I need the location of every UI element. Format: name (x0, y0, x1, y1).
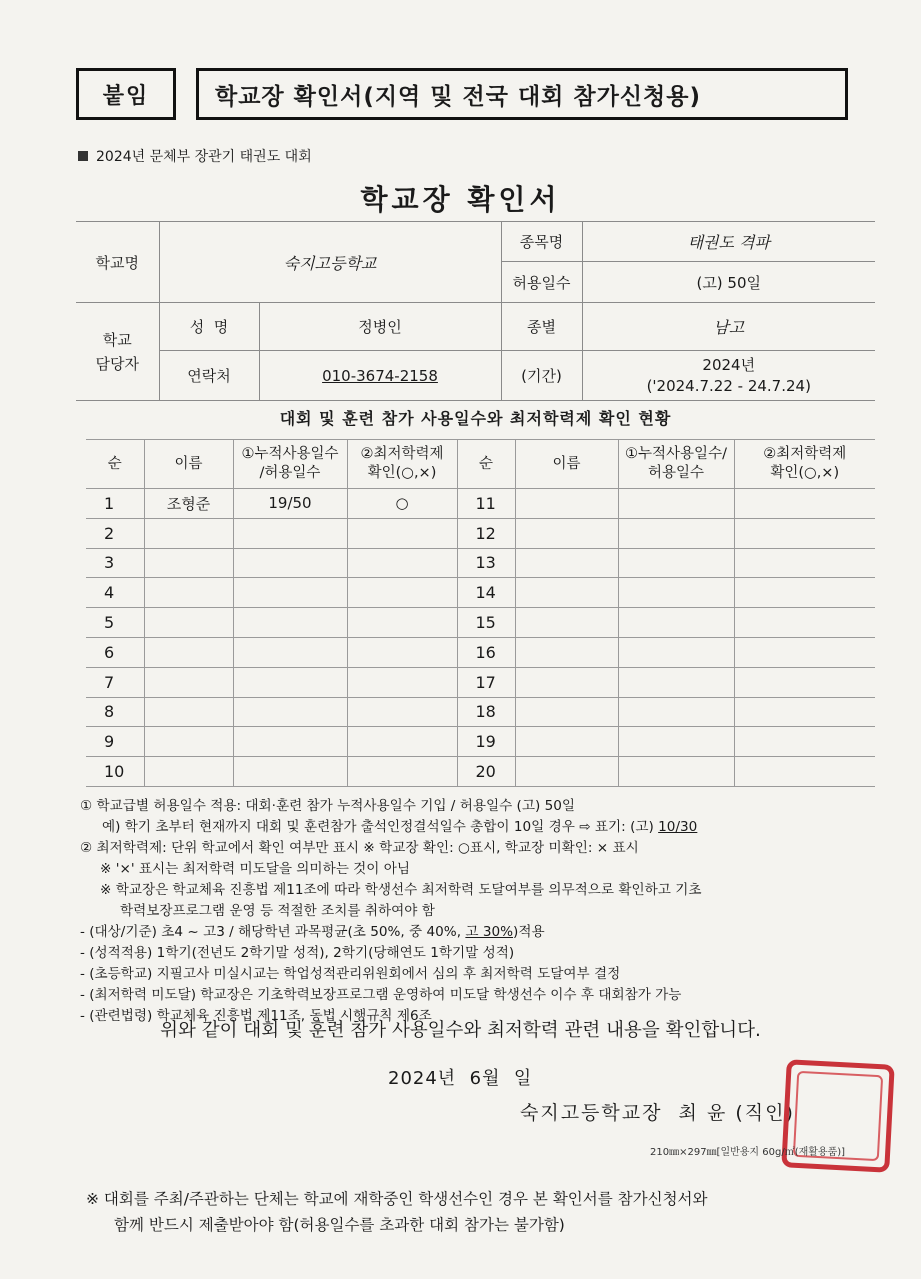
row-check-right (734, 757, 875, 787)
row-days-right (618, 518, 734, 548)
main-title: 학교장 확인서 (360, 183, 561, 216)
table-row (86, 578, 875, 608)
header-name-right: 이름 (515, 440, 618, 489)
row-check-right (734, 578, 875, 608)
period-year: 2024년 (702, 355, 756, 374)
detail-1-end: )적용 (513, 924, 545, 940)
row-name-right (515, 727, 618, 757)
header-no-right: 순 (457, 440, 515, 489)
row-days (233, 637, 347, 667)
row-check (347, 727, 457, 757)
notes (80, 796, 880, 1027)
header-check-right-line-1: ②최저학력제 (763, 446, 847, 463)
row-no: 5 (86, 608, 144, 638)
row-check-right (734, 727, 875, 757)
row-no: 2 (86, 518, 144, 548)
name-value: 정병인 (259, 303, 501, 351)
header-check-line-2: 확인(○,×) (367, 465, 437, 481)
row-check (347, 757, 457, 787)
document-title: 학교장 확인서(지역 및 전국 대회 참가신청용) (196, 68, 848, 120)
row-no-right: 15 (457, 608, 515, 638)
row-check (347, 548, 457, 578)
table-row (86, 667, 875, 697)
row-no-right: 18 (457, 697, 515, 727)
note-1-example-value: 10/30 (658, 819, 698, 835)
row-check-right (734, 637, 875, 667)
table-header-row (86, 440, 875, 489)
table-title: 대회 및 훈련 참가 사용일수와 최저학력제 확인 현황 (279, 409, 672, 428)
table-row (86, 518, 875, 548)
note-2: ② 최저학력제: 단위 학교에서 확인 여부만 표시 ※ 학교장 확인: ○표시, 학교장 미확인: × 표시 (80, 840, 639, 856)
row-check (347, 667, 457, 697)
row-no: 7 (86, 667, 144, 697)
footnote-line-2: 함께 반드시 제출받아야 함(허용일수를 초과한 대회 참가는 불가함) (114, 1216, 565, 1234)
detail-1 (80, 922, 880, 943)
row-name (144, 578, 233, 608)
manager-label (76, 303, 159, 401)
note-1-example (80, 817, 880, 838)
row-no-right: 17 (457, 667, 515, 697)
table-row (86, 757, 875, 787)
row-check-right (734, 518, 875, 548)
row-no: 6 (86, 637, 144, 667)
row-no: 9 (86, 727, 144, 757)
allowed-days-label: 허용일수 (501, 262, 582, 303)
detail-1-text: - (대상/기준) 초4 ~ 고3 / 해당학년 과목평균(초 50%, 중 40%, (80, 924, 466, 940)
row-days-right (618, 608, 734, 638)
note-2-b-line-2: 학력보장프로그램 운영 등 적절한 조치를 취하여야 함 (120, 903, 435, 919)
table-row (86, 637, 875, 667)
row-no-right: 11 (457, 489, 515, 519)
row-name (144, 518, 233, 548)
detail-3: - (초등학교) 지필고사 미실시교는 학업성적관리위원회에서 심의 후 최저학력 도달여부 결정 (80, 966, 621, 982)
row-check-right (734, 489, 875, 519)
table-row (86, 548, 875, 578)
row-check-right (734, 667, 875, 697)
row-no: 1 (86, 489, 144, 519)
row-days (233, 608, 347, 638)
header-check-right (734, 440, 875, 489)
table-row (86, 727, 875, 757)
row-days-right (618, 548, 734, 578)
manager-label-line-1: 학교 (102, 330, 132, 349)
participation-table (86, 439, 875, 787)
contact-label: 연락처 (159, 351, 259, 401)
detail-4: - (최저학력 미도달) 학교장은 기초학력보장프로그램 운영하여 미도달 학생선수 이수 후 대회참가 가능 (80, 987, 682, 1003)
footnote (86, 1186, 886, 1238)
row-days (233, 727, 347, 757)
row-no-right: 12 (457, 518, 515, 548)
row-name-right (515, 697, 618, 727)
note-2-b-line-1: ※ 학교장은 학교체육 진흥법 제11조에 따라 학생선수 최저학력 도달여부를 의무적으로 확인하고 기초 (100, 882, 702, 898)
row-no: 3 (86, 548, 144, 578)
table-row (86, 697, 875, 727)
date-line: 2024년 6월 일 (388, 1068, 533, 1089)
row-name (144, 697, 233, 727)
header-days-line-2: /허용일수 (259, 465, 321, 481)
row-name-right (515, 637, 618, 667)
row-days-right (618, 757, 734, 787)
row-no: 8 (86, 697, 144, 727)
row-check (347, 608, 457, 638)
school-label: 학교명 (76, 222, 159, 303)
row-days-right (618, 697, 734, 727)
row-no-right: 19 (457, 727, 515, 757)
row-days: 19/50 (233, 489, 347, 519)
paper-spec: 210㎜×297㎜[일반용지 60g/㎡(재활용품)] (650, 1147, 846, 1158)
row-check-right (734, 608, 875, 638)
event-line (78, 146, 312, 166)
row-name-right (515, 548, 618, 578)
row-check-right (734, 697, 875, 727)
name-label: 성 명 (159, 303, 259, 351)
header-check-line-1: ②최저학력제 (360, 446, 444, 463)
header-days (233, 440, 347, 489)
note-1: ① 학교급별 허용일수 적용: 대회·훈련 참가 누적사용일수 기입 / 허용일수 (고) 50일 (80, 798, 576, 814)
header-no: 순 (86, 440, 144, 489)
info-table (76, 221, 875, 401)
header-days-right-line-1: ①누적사용일수/ (625, 446, 727, 463)
row-name (144, 757, 233, 787)
event-label: 종목명 (501, 222, 582, 262)
table-row (86, 608, 875, 638)
header-check-right-line-2: 확인(○,×) (770, 465, 840, 481)
row-days-right (618, 489, 734, 519)
confirm-statement: 위와 같이 대회 및 훈련 참가 사용일수와 최저학력 관련 내용을 확인합니다. (160, 1020, 761, 1041)
row-days (233, 757, 347, 787)
event-line-text: 2024년 문체부 장관기 태권도 대회 (96, 149, 312, 165)
row-no: 10 (86, 757, 144, 787)
row-name (144, 727, 233, 757)
row-days (233, 548, 347, 578)
square-bullet-icon (78, 151, 88, 161)
row-check (347, 637, 457, 667)
row-days (233, 697, 347, 727)
row-days-right (618, 667, 734, 697)
note-1-example-text: 예) 학기 초부터 현재까지 대회 및 훈련참가 출석인정결석일수 총합이 10일 경우 ⇨ 표기: (고) (102, 819, 659, 835)
row-name: 조형준 (144, 489, 233, 519)
detail-2: - (성적적용) 1학기(전년도 2학기말 성적), 2학기(당해연도 1학기말 성적) (80, 945, 515, 961)
row-no-right: 16 (457, 637, 515, 667)
event-value: 태권도 격파 (582, 222, 875, 262)
row-days-right (618, 578, 734, 608)
row-name-right (515, 757, 618, 787)
row-check (347, 697, 457, 727)
row-name (144, 548, 233, 578)
row-days (233, 667, 347, 697)
row-name-right (515, 518, 618, 548)
row-days-right (618, 637, 734, 667)
school-value: 숙지고등학교 (159, 222, 501, 303)
row-no: 4 (86, 578, 144, 608)
row-no-right: 14 (457, 578, 515, 608)
row-check-right (734, 548, 875, 578)
row-no-right: 13 (457, 548, 515, 578)
footnote-line-1: ※ 대회를 주최/주관하는 단체는 학교에 재학중인 학생선수인 경우 본 확인서를 참가신청서와 (86, 1190, 708, 1208)
contact-cell (259, 351, 501, 401)
period-range: ('2024.7.22 - 24.7.24) (646, 376, 811, 395)
header-days-line-1: ①누적사용일수 (241, 446, 339, 463)
row-name-right (515, 667, 618, 697)
row-no-right: 20 (457, 757, 515, 787)
row-name-right (515, 489, 618, 519)
row-check (347, 578, 457, 608)
detail-5: - (관련법령) 학교체육 진흥법 제11조, 동법 시행규칙 제6조 (80, 1008, 432, 1024)
allowed-days-value: (고) 50일 (582, 262, 875, 303)
row-name (144, 667, 233, 697)
attachment-label: 붙임 (76, 68, 176, 120)
row-name-right (515, 608, 618, 638)
division-label: 종별 (501, 303, 582, 351)
row-check (347, 518, 457, 548)
table-row (86, 489, 875, 519)
detail-1-highlight: 고 30% (465, 924, 514, 940)
row-days (233, 578, 347, 608)
row-name (144, 637, 233, 667)
manager-label-line-2: 담당자 (95, 354, 139, 373)
row-days (233, 518, 347, 548)
header-days-right (618, 440, 734, 489)
header-name: 이름 (144, 440, 233, 489)
row-name-right (515, 578, 618, 608)
row-days-right (618, 727, 734, 757)
note-2-a: ※ '×' 표시는 최저학력 미도달을 의미하는 것이 아님 (100, 861, 410, 877)
period-value (582, 351, 875, 401)
header-days-right-line-2: 허용일수 (647, 465, 705, 481)
contact-value: 010-3674-2158 (322, 366, 438, 385)
period-label: (기간) (501, 351, 582, 401)
row-name (144, 608, 233, 638)
row-check: ○ (347, 489, 457, 519)
header-check (347, 440, 457, 489)
principal-name: 숙지고등학교장 최 윤 (직인) (520, 1102, 795, 1124)
division-value: 남고 (582, 303, 875, 351)
